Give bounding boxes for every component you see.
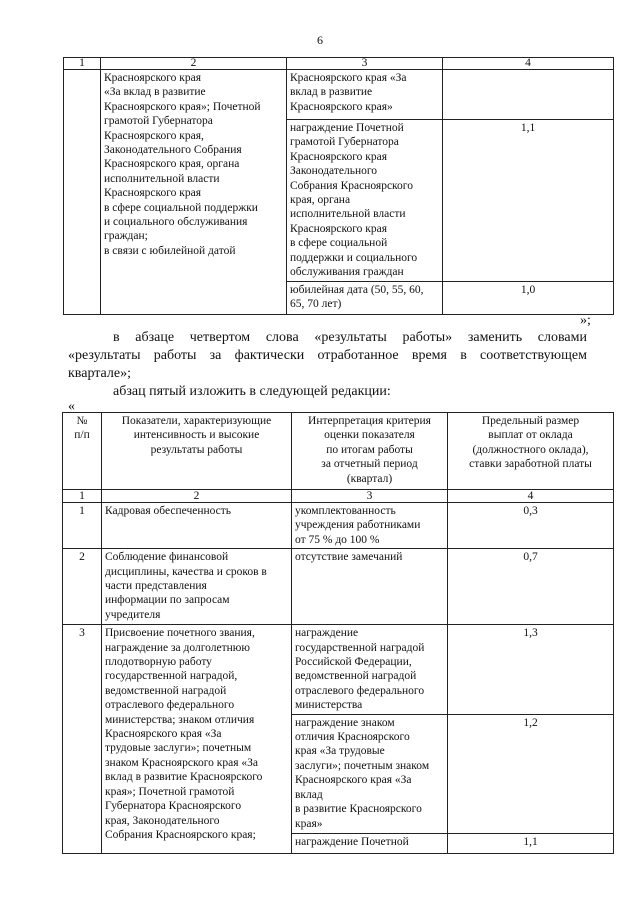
criteria-cell: укомплектованность учреждения работниками от 75 % до 100 % <box>292 503 448 549</box>
header-cell: 1 <box>64 58 101 70</box>
value-cell: 1,0 <box>443 282 614 315</box>
criteria-cell: Красноярского края «За вклад в развитие Красноярского края» <box>287 70 443 120</box>
criteria-cell: награждение государственной наградой Российской Федерации, ведомственной наградой отраслевого федерального министерства <box>292 625 448 714</box>
value-cell: 0,7 <box>448 549 614 625</box>
value-cell: 1,1 <box>443 120 614 282</box>
value-cell: 1,1 <box>448 833 614 853</box>
header-cell: 4 <box>443 58 614 70</box>
indicator-cell: Красноярского края «За вклад в развитие Красноярского края»; Почетной грамотой Губернатора Красноярского края, Законодательного Собрания Красноярского края, органа исполнительной власти Красноярского края в сфере социальной поддержки и социального обслуживания граждан; в связи с юбилейной датой <box>101 70 287 315</box>
header-cell: Показатели, характеризующие интенсивность и высокие результаты работы <box>102 413 292 490</box>
header-cell: № п/п <box>63 413 102 490</box>
column-number-cell: 3 <box>292 490 448 503</box>
column-number-row <box>63 490 614 503</box>
indicators-table <box>62 412 614 854</box>
header-cell: 3 <box>287 58 443 70</box>
table-row <box>63 549 614 625</box>
table-row <box>63 503 614 549</box>
row-number-cell: 1 <box>63 503 102 549</box>
paragraph-line: абзац пятый изложить в следующей редакции: <box>113 384 391 399</box>
column-number-cell: 2 <box>102 490 292 503</box>
criteria-cell: награждение Почетной <box>292 833 448 853</box>
paragraph-line: в абзаце четвертом слова «результаты работы» заменить словами <box>113 330 587 345</box>
criteria-cell: награждение Почетной грамотой Губернатора Красноярского края Законодательного Собрания Красноярского края, органа исполнительной власти Красноярского края в сфере социальной поддержки и социального обслуживания граждан <box>287 120 443 282</box>
page-number: 6 <box>317 33 323 47</box>
indicator-cell: Соблюдение финансовой дисциплины, качества и сроков в части представления информации по запросам учредителя <box>102 549 292 625</box>
criteria-cell: юбилейная дата (50, 55, 60, 65, 70 лет) <box>287 282 443 315</box>
header-cell: 2 <box>101 58 287 70</box>
awards-table-continuation <box>63 57 614 315</box>
value-cell: 1,3 <box>448 625 614 714</box>
indicator-cell: Кадровая обеспеченность <box>102 503 292 549</box>
indicator-cell: Присвоение почетного звания, награждение за долголетнюю плодотворную работу государственной наградой, ведомственной наградой отраслевого федерального министерства; знаком отличия Красноярского края «За трудовые заслуги»; почетным знаком Красноярского края «За вклад в развитие Красноярского края»; Почетной грамотой Губернатора Красноярского края, Законодательного Собрания Красноярского края; <box>102 625 292 853</box>
opening-quote: « <box>68 399 75 414</box>
column-number-cell: 4 <box>448 490 614 503</box>
row-number-cell: 2 <box>63 549 102 625</box>
header-cell: Интерпретация критерия оценки показателя по итогам работы за отчетный период (квартал) <box>292 413 448 490</box>
header-cell: Предельный размер выплат от оклада (должностного оклада), ставки заработной платы <box>448 413 614 490</box>
table-row <box>64 70 614 120</box>
value-cell: 1,2 <box>448 714 614 833</box>
table-header-row <box>63 413 614 490</box>
criteria-cell: награждение знаком отличия Красноярского края «За трудовые заслуги»; почетным знаком Красноярского края «За вклад в развитие Красноярского края» <box>292 714 448 833</box>
value-cell: 0,3 <box>448 503 614 549</box>
criteria-cell: отсутствие замечаний <box>292 549 448 625</box>
paragraph-line: квартале»; <box>68 366 131 381</box>
column-number-cell: 1 <box>63 490 102 503</box>
table-header-row <box>64 58 614 70</box>
value-cell <box>443 70 614 120</box>
row-number-cell: 3 <box>63 625 102 853</box>
paragraph-line: «результаты работы за фактически отработанное время в соответствующем <box>68 348 587 363</box>
closing-quote: »; <box>580 313 591 328</box>
empty-cell <box>64 70 101 315</box>
table-row <box>63 625 614 714</box>
